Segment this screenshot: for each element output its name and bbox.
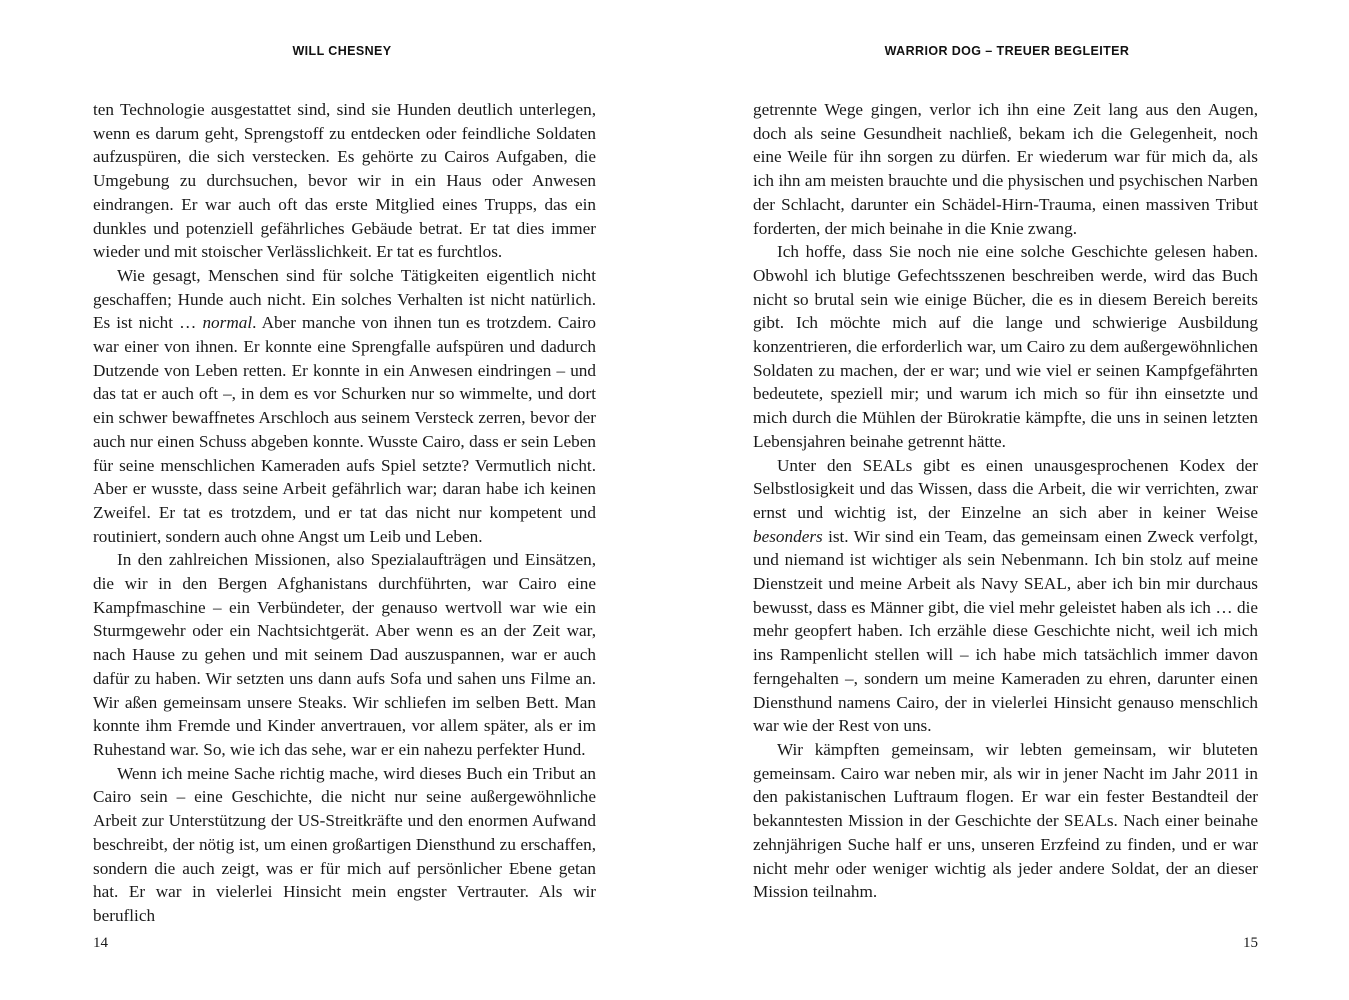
paragraph	[93, 264, 596, 548]
running-head-title: WARRIOR DOG – TREUER BEGLEITER	[884, 44, 1130, 58]
right-page-body	[753, 98, 1258, 904]
left-page-body	[93, 98, 596, 928]
paragraph-text: ist. Wir sind ein Team, das gemeinsam einen Zweck verfolgt, und niemand ist wichtiger als sein Nebenmann. Ich bin stolz auf meine Dienstzeit und meine Arbeit als Navy SEAL, aber ich bin mir durchaus bewusst, dass es Männer gibt, die viel mehr geleistet haben als ich … die mehr geopfert haben. Ich erzähle diese Geschichte nicht, weil ich mich ins Rampenlicht stellen will – ich habe mich tatsächlich immer davon ferngehalten –, sondern um meine Kameraden zu ehren, darunter einen Diensthund namens Cairo, der in vielerlei Hinsicht genauso menschlich war wie der Rest von uns.	[753, 526, 1258, 736]
paragraph	[753, 454, 1258, 738]
paragraph: Ich hoffe, dass Sie noch nie eine solche Geschichte gelesen haben. Obwohl ich blutige Gefechtsszenen beschreiben werde, wird das Buch nicht so brutal sein wie einige Bücher, die es in diesem Bereich bereits gibt. Ich möchte mich auf die lange und schwierige Ausbildung konzentrieren, die erforderlich war, um Cairo zu dem außergewöhnlichen Soldaten zu machen, der er war; und wie viel er seinen Kampfgefährten bedeutete, speziell mir; und warum ich mich so für ihn einsetzte und mich durch die Mühlen der Bürokratie kämpfte, die uns in seinen letzten Lebensjahren beinahe getrennt hätte.	[753, 242, 1258, 451]
paragraph: In den zahlreichen Missionen, also Spezialaufträgen und Einsätzen, die wir in den Bergen Afghanistans durchführten, war Cairo eine Kampfmaschine – ein Verbündeter, der genauso wertvoll war wie ein Sturmgewehr oder ein Nachtsichtgerät. Aber wenn es an der Zeit war, nach Hause zu gehen und mit seinem Dad auszuspannen, war er auch dafür zu haben. Wir setzten uns dann aufs Sofa und sahen uns Filme an. Wir aßen gemeinsam unsere Steaks. Wir schliefen im selben Bett. Man konnte ihm Fremde und Kinder anvertrauen, vor allem später, als er im Ruhestand war. So, wie ich das sehe, war er ein nahezu perfekter Hund.	[93, 550, 596, 759]
paragraph-text: Unter den SEALs gibt es einen unausgesprochenen Kodex der Selbstlosigkeit und das Wissen, dass die Arbeit, die wir verrichten, zwar ernst und wichtig ist, der Einzelne an sich aber in keiner Weise	[753, 455, 1258, 522]
paragraph: getrennte Wege gingen, verlor ich ihn eine Zeit lang aus den Augen, doch als seine Gesundheit nachließ, bekam ich die Gelegenheit, noch eine Weile für ihn sorgen zu dürfen. Er wiederum war für mich da, als ich ihn am meisten brauchte und die physischen und psychischen Narben der Schlacht, darunter ein Schädel-Hirn-Trauma, einen massiven Tribut forderten, der mich beinahe in die Knie zwang.	[753, 100, 1258, 238]
paragraph: Wir kämpften gemeinsam, wir lebten gemeinsam, wir bluteten gemeinsam. Cairo war neben mir, als wir in jener Nacht im Jahr 2011 in den pakistanischen Luftraum flogen. Er war ein fester Bestandteil der bekanntesten Mission in der Geschichte der SEALs. Nach einer beinahe zehnjährigen Suche half er uns, unseren Erzfeind zu finden, und er war nicht mehr oder weniger wichtig als jeder andere Soldat, der an dieser Mission teilnahm.	[753, 739, 1258, 902]
page-number: 14	[93, 935, 108, 951]
paragraph-text: Wie gesagt, Menschen sind für solche Tätigkeiten eigentlich nicht geschaffen; Hunde auch nicht. Ein solches Verhalten ist nicht natürlich. Es ist nicht …	[93, 265, 596, 333]
emphasis-text: besonders	[753, 526, 823, 546]
left-page	[0, 0, 674, 1000]
running-head-author: WILL CHESNEY	[292, 44, 392, 58]
paragraph: ten Technologie ausgestattet sind, sind sie Hunden deutlich unterlegen, wenn es darum geht, Sprengstoff zu entdecken oder feindliche Soldaten aufzuspüren, die sich verstecken. Es gehörte zu Cairos Aufgaben, die Umgebung zu durchsuchen, bevor wir in ein Haus oder Anwesen eindrangen. Er war auch oft das erste Mitglied eines Trupps, das ein dunkles und potenziell gefährliches Gebäude betrat. Er tat dies immer wieder und mit stoischer Verlässlichkeit. Er tat es furchtlos.	[93, 100, 596, 262]
paragraph: Wenn ich meine Sache richtig mache, wird dieses Buch ein Tribut an Cairo sein – eine Geschichte, die nicht nur seine außergewöhnliche Arbeit zur Unterstützung der US-Streitkräfte und den enormen Aufwand beschreibt, der nötig ist, um einen großartigen Diensthund zu erschaffen, sondern die auch zeigt, was er für mich auf persönlicher Ebene getan hat. Er war in vielerlei Hinsicht mein engster Vertrauter. Als wir beruflich	[93, 763, 596, 925]
emphasis-text: normal	[202, 313, 253, 333]
page-number: 15	[1243, 935, 1258, 951]
paragraph-text: . Aber manche von ihnen tun es trotzdem. Cairo war einer von ihnen. Er konnte eine Sprengfalle aufspüren und dadurch Dutzende von Leben retten. Er konnte in ein Anwesen eindringen – und das tat er auch oft –, in dem es vor Schurken nur so wimmelte, und dort ein schwer bewaffnetes Arschloch aus seinem Versteck zerren, bevor der auch nur einen Schuss abgeben konnte. Wusste Cairo, dass er sein Leben für seine menschlichen Kameraden aufs Spiel setzte? Vermutlich nicht. Aber er wusste, dass seine Arbeit gefährlich war; daran habe ich keinen Zweifel. Er tat es trotzdem, und er tat das nicht nur kompetent und routiniert, sondern auch ohne Angst um Leib und Leben.	[93, 313, 597, 546]
right-page	[675, 0, 1349, 1000]
